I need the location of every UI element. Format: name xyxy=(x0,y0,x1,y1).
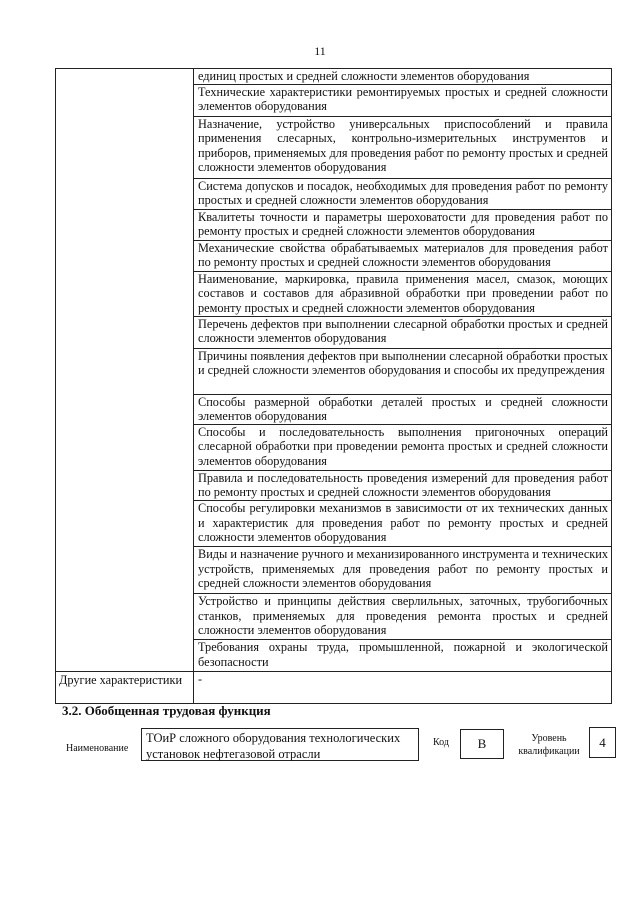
row-label-cell xyxy=(56,69,194,672)
table-row xyxy=(56,69,612,85)
code-label: Код xyxy=(433,737,449,748)
table-cell: Требования охраны труда, промышленной, пожарной и экологической безопасности xyxy=(194,639,612,671)
table-cell: Причины появления дефектов при выполнении слесарной обработки простых и средней сложности элементов оборудования и способы их предупреждения xyxy=(194,348,612,394)
table-cell: Технические характеристики ремонтируемых простых и средней сложности элементов оборудования xyxy=(194,84,612,116)
table-cell: единиц простых и средней сложности элементов оборудования xyxy=(194,69,612,85)
table-cell: Перечень дефектов при выполнении слесарной обработки простых и средней сложности элементов оборудования xyxy=(194,316,612,348)
code-value-box: B xyxy=(460,729,504,759)
qualification-level-label: Уровень квалификации xyxy=(518,733,580,757)
section-title: 3.2. Обобщенная трудовая функция xyxy=(62,703,271,718)
qualification-level-box: 4 xyxy=(589,727,616,758)
table-cell: Квалитеты точности и параметры шероховатости для проведения работ по ремонту простых и средней сложности элементов оборудования xyxy=(194,209,612,240)
table-row-other xyxy=(56,671,612,703)
table-cell: Система допусков и посадок, необходимых для проведения работ по ремонту простых и средней сложности элементов оборудования xyxy=(194,178,612,209)
table-cell: Виды и назначение ручного и механизированного инструмента и технических устройств, применяемых для проведения работ по ремонту простых и средней сложности элементов оборудования xyxy=(194,546,612,593)
table-cell: Способы размерной обработки деталей простых и средней сложности элементов оборудования xyxy=(194,394,612,424)
table-cell: Механические свойства обрабатываемых материалов для проведения работ по ремонту простых и средней сложности элементов оборудования xyxy=(194,240,612,271)
other-characteristics-label: Другие характеристики xyxy=(56,671,194,703)
name-label: Наименование xyxy=(66,743,129,754)
requirements-table xyxy=(55,68,612,704)
page-number: 11 xyxy=(314,44,326,58)
table-cell: Способы и последовательность выполнения пригоночных операций слесарной обработки при проведении ремонта простых и средней сложности элементов оборудования xyxy=(194,424,612,470)
other-characteristics-value: - xyxy=(194,671,612,703)
table-cell: Правила и последовательность проведения измерений для проведения работ по ремонту простых и средней сложности элементов оборудования xyxy=(194,470,612,500)
name-value-box: ТОиР сложного оборудования технологических установок нефтегазовой отрасли xyxy=(141,728,419,761)
table-cell: Назначение, устройство универсальных приспособлений и правила применения слесарных, контрольно-измерительных инструментов и приборов, применяемых для проведения работ по ремонту простых и средней сложности элементов оборудования xyxy=(194,116,612,178)
table-cell: Устройство и принципы действия сверлильных, заточных, трубогибочных станков, применяемых для проведения ремонта простых и средней сложности элементов оборудования xyxy=(194,593,612,639)
table-cell: Способы регулировки механизмов в зависимости от их технических данных и характеристик для проведения работ по ремонту простых и средней сложности элементов оборудования xyxy=(194,500,612,546)
table-cell: Наименование, маркировка, правила применения масел, смазок, моющих составов и составов для абразивной обработки при проведении работ по ремонту простых и средней сложности элементов оборудования xyxy=(194,271,612,316)
